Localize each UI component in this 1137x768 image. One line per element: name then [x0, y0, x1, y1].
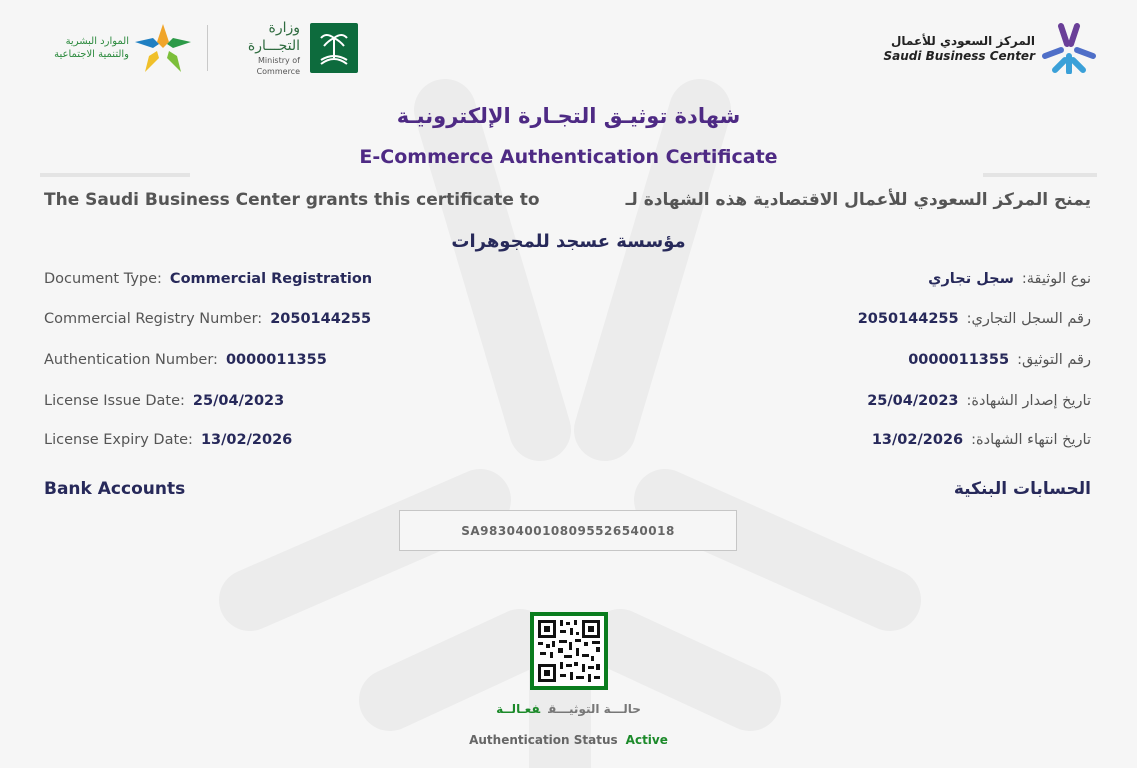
field-label: تاريخ إصدار الشهادة: — [966, 393, 1091, 409]
field-label: تاريخ انتهاء الشهادة: — [971, 432, 1091, 448]
field-row-ar — [908, 352, 1091, 368]
field-value: Commercial Registration — [169, 271, 373, 287]
field-label: License Expiry Date: — [44, 432, 193, 448]
field-row-en — [44, 271, 372, 287]
moc-logo-text: وزارة التجـــارة Ministry of Commerce — [247, 20, 300, 76]
title-divider-right — [983, 173, 1097, 177]
authentication-status-ar — [0, 702, 1137, 716]
field-label: رقم التوثيق: — [1017, 352, 1091, 368]
field-value: 13/02/2026 — [200, 432, 293, 448]
bank-accounts-heading-ar: الحسابات البنكية — [953, 479, 1091, 499]
grant-statement-ar: يمنح المركز السعودي للأعمال الاقتصادية هذه الشهادة لـ — [625, 190, 1091, 210]
iban-box — [399, 510, 737, 551]
field-label: License Issue Date: — [44, 393, 185, 409]
qr-code-icon[interactable] — [530, 612, 608, 690]
field-label: Authentication Number: — [44, 352, 218, 368]
field-label: نوع الوثيقة: — [1021, 271, 1091, 287]
field-row-en — [44, 393, 284, 409]
iban-value: SA9830400108095526540018 — [461, 523, 675, 538]
hrsd-logo-text: الموارد البشرية والتنمية الاجتماعية — [54, 36, 129, 60]
certificate-title-ar: شهادة توثيـق التجـارة الإلكترونيـة — [396, 104, 741, 128]
status-label: Authentication Status — [469, 733, 618, 747]
authentication-status-en — [0, 733, 1137, 747]
field-value: 0000011355 — [908, 352, 1010, 368]
sbc-logo-text: المركز السعودي للأعمال Saudi Business Center — [883, 33, 1035, 63]
field-row-ar — [867, 393, 1091, 409]
status-value: فعـالــة — [496, 702, 541, 716]
field-row-en — [44, 432, 292, 448]
status-label: حالـــة التوثيـــق — [548, 702, 641, 716]
sbc-logo — [883, 22, 1097, 74]
field-row-ar — [928, 271, 1091, 287]
sbc-star-logo-icon — [1041, 22, 1097, 74]
certificate-title-en: E-Commerce Authentication Certificate — [359, 146, 778, 168]
field-value: 2050144255 — [270, 311, 372, 327]
field-label: Document Type: — [44, 271, 162, 287]
logo-divider — [207, 25, 208, 71]
field-value: 2050144255 — [857, 311, 959, 327]
field-value: 25/04/2023 — [192, 393, 285, 409]
field-value: 0000011355 — [225, 352, 327, 368]
field-value: سجل تجاري — [928, 271, 1014, 287]
government-logos — [34, 22, 364, 74]
moc-palm-swords-seal-icon — [310, 23, 358, 73]
field-value: 25/04/2023 — [867, 393, 959, 409]
field-row-ar — [858, 311, 1091, 327]
field-row-en — [44, 352, 327, 368]
grant-statement-en: The Saudi Business Center grants this certificate to — [44, 190, 540, 210]
status-value: Active — [625, 733, 668, 747]
hrsd-star-logo-icon — [133, 22, 193, 74]
field-value: 13/02/2026 — [871, 432, 964, 448]
title-divider-left — [40, 173, 190, 177]
bank-accounts-heading-en: Bank Accounts — [44, 479, 186, 499]
field-label: Commercial Registry Number: — [44, 311, 263, 327]
field-row-ar — [872, 432, 1091, 448]
field-label: رقم السجل التجاري: — [966, 311, 1091, 327]
field-row-en — [44, 311, 371, 327]
grantee-name: مؤسسة عسجد للمجوهرات — [451, 231, 686, 252]
